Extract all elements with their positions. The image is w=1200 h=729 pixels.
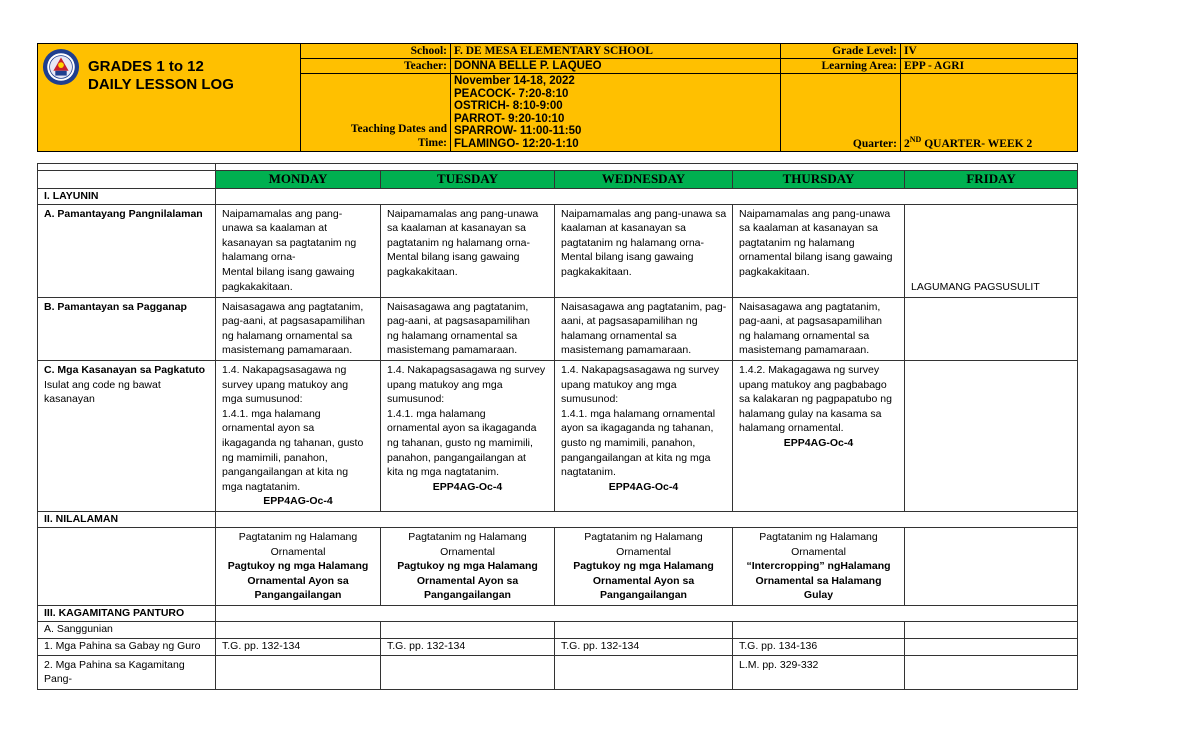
dates-line: PARROT- 9:20-10:10	[454, 112, 565, 125]
label-kagamitang-pang: 2. Mga Pahina sa Kagamitang Pang-	[38, 655, 216, 689]
row-pamantayang-pangnilalaman	[38, 204, 1078, 297]
day-thursday: THURSDAY	[733, 171, 905, 189]
competency-thursday: 1.4.2. Makagagawa ng survey upang matukoy ang pagbabago sa kalakaran ng pagpapatubo ng halamang gulay na kasama sa halamang ornamental. EPP4AG-Oc-4	[733, 360, 905, 511]
dates-line: FLAMINGO- 12:20-1:10	[454, 137, 579, 150]
competency-code: EPP4AG-Oc-4	[783, 436, 854, 449]
teaching-dates-label: Teaching Dates and Time:	[301, 74, 451, 152]
quarter-label: Quarter:	[781, 74, 901, 152]
layunin-row	[38, 189, 1078, 205]
label-kasanayan: C. Mga Kasanayan sa Pagkatuto Isulat ang code ng bawat kasanayan	[38, 360, 216, 511]
dates-line: SPARROW- 11:00-11:50	[454, 125, 582, 138]
label-pamantayan-sa-pagganap: B. Pamantayan sa Pagganap	[38, 297, 216, 360]
day-wednesday: WEDNESDAY	[555, 171, 733, 189]
competency-wednesday: 1.4. Nakapagsasagawa ng survey upang matukoy ang mga sumusunod: 1.4.1. mga halamang ornamental ayon sa ikagaganda ng tahanan, gusto ng mamimili, panahon, pangangailangan at kita ng mga nagtatanim. EPP4AG-Oc-4	[555, 360, 733, 511]
lesson-log-table	[37, 163, 1078, 690]
section-layunin: I. LAYUNIN	[38, 189, 216, 205]
content-standard-tuesday: Naipamamalas ang pang-unawa sa kaalaman at kasanayan sa pagtatanim ng halamang orna- Mental bilang isang gawaing pagkakakitaan.	[381, 204, 555, 297]
row-sanggunian	[38, 621, 1078, 638]
row-kagamitang-pang	[38, 655, 1078, 689]
dates-line: November 14-18, 2022	[454, 75, 575, 87]
teacher-value: DONNA BELLE P. LAQUEO	[451, 59, 781, 74]
competency-monday: 1.4. Nakapagsasagawa ng survey upang matukoy ang mga sumusunod: 1.4.1. mga halamang ornamental ayon sa ikagaganda ng tahanan, gusto ng mamimili, panahon, pangangailangan at kita ng mga nagtatanim. EPP4AG-Oc-4	[216, 360, 381, 511]
spacer-row	[38, 164, 1078, 171]
lm-pages-thursday: L.M. pp. 329-332	[733, 655, 905, 689]
label-gabay-guro: 1. Mga Pahina sa Gabay ng Guro	[38, 638, 216, 655]
performance-standard-thursday: Naisasagawa ang pagtatanim, pag-aani, at pagsasapamilihan ng halamang ornamental sa masistemang pamamaraan.	[733, 297, 905, 360]
tg-pages-thursday: T.G. pp. 134-136	[733, 638, 905, 655]
competency-code: EPP4AG-Oc-4	[608, 480, 679, 493]
title-line-2: DAILY LESSON LOG	[88, 76, 234, 93]
dates-line: PEACOCK- 7:20-8:10	[454, 87, 569, 100]
lm-pages-tuesday	[381, 655, 555, 689]
title-line-1: GRADES 1 to 12	[88, 58, 204, 75]
school-value: F. DE MESA ELEMENTARY SCHOOL	[451, 44, 781, 59]
section-nilalaman: II. NILALAMAN	[38, 511, 216, 527]
tg-pages-wednesday: T.G. pp. 132-134	[555, 638, 733, 655]
lm-pages-monday	[216, 655, 381, 689]
label-sanggunian: A. Sanggunian	[38, 621, 216, 638]
learning-area-value: EPP - AGRI	[901, 59, 1078, 74]
content-wednesday: Pagtatanim ng Halamang Ornamental Pagtukoy ng mga Halamang Ornamental Ayon sa Pangangailangan	[555, 527, 733, 605]
school-label: School:	[301, 44, 451, 59]
content-tuesday: Pagtatanim ng Halamang Ornamental Pagtukoy ng mga Halamang Ornamental Ayon sa Pangangailangan	[381, 527, 555, 605]
day-header-row	[38, 171, 1078, 189]
content-standard-wednesday: Naipamamalas ang pang-unawa sa kaalaman at kasanayan sa pagtatanim ng halamang orna- Mental bilang isang gawaing pagkakakitaan.	[555, 204, 733, 297]
teaching-dates-value	[451, 74, 781, 152]
day-tuesday: TUESDAY	[381, 171, 555, 189]
header-table	[37, 43, 1078, 152]
row-nilalaman	[38, 527, 1078, 605]
tg-pages-monday: T.G. pp. 132-134	[216, 638, 381, 655]
competency-code: EPP4AG-Oc-4	[263, 495, 333, 508]
content-thursday: Pagtatanim ng Halamang Ornamental “Intercropping” ngHalamang Ornamental sa Halamang Gulay	[733, 527, 905, 605]
tg-pages-tuesday: T.G. pp. 132-134	[381, 638, 555, 655]
content-standard-monday: Naipamamalas ang pang- unawa sa kaalaman at kasanayan sa pagtatanim ng halamang orna- Mental bilang isang gawaing pagkakakitaan.	[216, 204, 381, 297]
friday-note: LAGUMANG PAGSUSULIT	[905, 204, 1078, 297]
competency-code: EPP4AG-Oc-4	[432, 480, 503, 493]
quarter-value: 2ND QUARTER- WEEK 2	[901, 74, 1078, 152]
performance-standard-wednesday: Naisasagawa ang pagtatanim, pag- aani, at pagsasapamilihan ng halamang ornamental sa masistemang pamamaraan.	[555, 297, 733, 360]
section-kagamitang-panturo: III. KAGAMITANG PANTURO	[38, 605, 216, 621]
content-standard-thursday: Naipamamalas ang pang-unawa sa kaalaman at kasanayan sa pagtatanim ng halamang ornamental bilang isang gawaing pagkakakitaan.	[733, 204, 905, 297]
learning-area-label: Learning Area:	[781, 59, 901, 74]
title-block	[38, 44, 301, 152]
label-pamantayang-pangnilalaman: A. Pamantayang Pangnilalaman	[38, 204, 216, 297]
lm-pages-friday	[905, 655, 1078, 689]
grade-level-value: IV	[901, 44, 1078, 59]
tg-pages-friday	[905, 638, 1078, 655]
row-nilalaman-header	[38, 511, 1078, 527]
row-pamantayan-sa-pagganap	[38, 297, 1078, 360]
competency-tuesday: 1.4. Nakapagsasagawa ng survey upang matukoy ang mga sumusunod: 1.4.1. mga halamang ornamental ayon sa ikagaganda ng tahanan, gusto ng mamimili, panahon, pangangailangan at kita ng mga nagtatanim. EPP4AG-Oc-4	[381, 360, 555, 511]
deped-seal-icon	[42, 48, 80, 86]
row-kagamitang-header	[38, 605, 1078, 621]
row-gabay-guro	[38, 638, 1078, 655]
day-friday: FRIDAY	[905, 171, 1078, 189]
dates-line: OSTRICH- 8:10-9:00	[454, 100, 563, 113]
performance-standard-monday: Naisasagawa ang pagtatanim, pag-aani, at pagsasapamilihan ng halamang ornamental sa masistemang pamamaraan.	[216, 297, 381, 360]
performance-standard-tuesday: Naisasagawa ang pagtatanim, pag-aani, at pagsasapamilihan ng halamang ornamental sa masistemang pamamaraan.	[381, 297, 555, 360]
row-kasanayan	[38, 360, 1078, 511]
day-monday: MONDAY	[216, 171, 381, 189]
content-monday: Pagtatanim ng Halamang Ornamental Pagtukoy ng mga Halamang Ornamental Ayon sa Pangangailangan	[216, 527, 381, 605]
teacher-label: Teacher:	[301, 59, 451, 74]
grade-level-label: Grade Level:	[781, 44, 901, 59]
lm-pages-wednesday	[555, 655, 733, 689]
